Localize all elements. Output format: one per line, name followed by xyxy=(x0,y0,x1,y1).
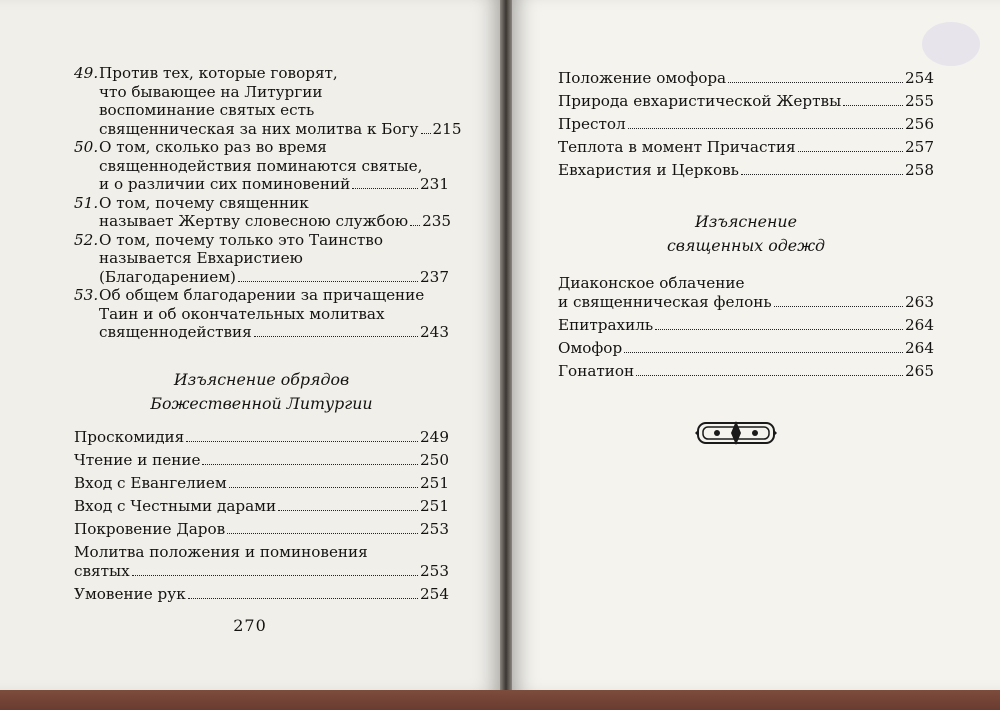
leader-dots xyxy=(188,598,418,599)
entry-text xyxy=(74,193,452,231)
toc-item[interactable] xyxy=(558,136,934,159)
entry-line: Об общем благодарении за причащение xyxy=(99,286,425,304)
right-page xyxy=(512,0,1000,690)
toc-entry[interactable] xyxy=(74,193,452,231)
entry-page: 231 xyxy=(420,175,449,193)
toc-item[interactable] xyxy=(558,314,934,337)
entry-line: что бывающее на Литургии xyxy=(99,82,323,101)
toc-item[interactable] xyxy=(558,113,934,136)
entry-line: О том, почему только это Таинство xyxy=(99,230,384,249)
entry-text xyxy=(74,138,449,194)
entry-last-line xyxy=(99,323,449,342)
leader-dots xyxy=(798,151,903,152)
entry-text xyxy=(74,64,462,138)
toc-item-page: 254 xyxy=(420,584,449,603)
toc-item-label: Евхаристия и Церковь xyxy=(558,161,739,179)
entry-line: священническая за них молитва к Богу xyxy=(99,119,419,138)
leader-dots xyxy=(229,487,418,488)
leader-dots xyxy=(421,133,431,134)
toc-item-label: Диаконское облачение xyxy=(558,274,745,292)
entry-line: и о различии сих поминовений xyxy=(99,175,351,193)
entry-line: священнодействия xyxy=(99,323,252,341)
toc-item[interactable] xyxy=(558,291,934,314)
toc-item[interactable] xyxy=(558,90,934,113)
leader-dots xyxy=(636,375,903,376)
toc-item[interactable] xyxy=(558,67,934,90)
leader-dots xyxy=(132,575,418,576)
book-edge xyxy=(0,690,1000,710)
leader-dots xyxy=(728,82,903,83)
toc-item-label: Теплота в момент Причастия xyxy=(558,138,796,156)
heading-line: Изъяснение xyxy=(695,212,797,231)
entry-page: 237 xyxy=(420,267,449,286)
toc-item-label: Проскомидия xyxy=(74,427,185,446)
toc-item-page: 263 xyxy=(905,293,934,311)
toc-item-page: 265 xyxy=(905,362,934,380)
toc-item-label: святых xyxy=(74,561,130,580)
entry-last-line xyxy=(99,212,452,231)
entry-page: 215 xyxy=(432,119,462,138)
entry-line: (Благодарением) xyxy=(99,267,236,286)
toc-item-label: Природа евхаристической Жертвы xyxy=(558,92,842,110)
toc-item-page: 253 xyxy=(420,519,449,538)
toc-entry[interactable] xyxy=(74,138,449,194)
toc-item[interactable] xyxy=(74,495,449,518)
heading-line: Божественной Литургии xyxy=(150,393,373,413)
leader-dots xyxy=(655,329,903,330)
toc-item[interactable] xyxy=(74,449,449,472)
toc-entry[interactable] xyxy=(74,231,449,287)
entry-last-line xyxy=(99,119,462,139)
leader-dots xyxy=(352,188,418,189)
entry-last-line xyxy=(99,268,449,287)
leader-dots xyxy=(254,336,418,337)
toc-item-page: 251 xyxy=(420,473,449,492)
entry-text xyxy=(74,231,449,287)
leader-dots xyxy=(202,464,418,465)
toc-item-label: Вход с Евангелием xyxy=(74,473,227,492)
toc-item-label: Молитва положения и поминовения xyxy=(74,542,368,561)
toc-item-label: Умовение рук xyxy=(74,584,186,603)
toc-entry[interactable] xyxy=(74,64,462,138)
left-page xyxy=(0,0,500,690)
leader-dots xyxy=(186,441,418,442)
entry-line: Таин и об окончательных молитвах xyxy=(99,304,385,323)
entry-line: О том, почему священник xyxy=(99,193,309,212)
toc-item-label: Престол xyxy=(558,115,626,133)
leader-dots xyxy=(227,533,418,534)
toc-item[interactable] xyxy=(558,360,934,383)
toc-item-page: 257 xyxy=(905,138,934,156)
toc-item-label: Омофор xyxy=(558,339,623,357)
entry-line: называется Евхаристиею xyxy=(99,249,303,267)
section-heading-rites xyxy=(74,368,449,416)
entry-line: воспоминание святых есть xyxy=(99,101,315,119)
entry-line: Против тех, которые говорят, xyxy=(99,64,338,82)
entry-line: священнодействия поминаются святые, xyxy=(99,156,423,175)
leader-dots xyxy=(238,281,418,282)
page-number: 270 xyxy=(233,616,267,635)
entry-page: 243 xyxy=(420,323,449,341)
toc-item-page: 253 xyxy=(420,561,449,580)
toc-item-label: Гонатион xyxy=(558,362,635,380)
leader-dots xyxy=(628,128,903,129)
entry-number: 50. xyxy=(74,138,99,156)
entry-number: 52. xyxy=(74,230,99,249)
entry-number: 53. xyxy=(74,286,99,304)
entry-line: О том, сколько раз во время xyxy=(99,138,327,156)
toc-item-label: Покровение Даров xyxy=(74,519,226,538)
toc-item-page: 256 xyxy=(905,115,934,133)
toc-item-label: Епитрахиль xyxy=(558,316,654,334)
toc-item-label: и священническая фелонь xyxy=(558,293,772,311)
section-heading-vestments xyxy=(558,210,934,258)
toc-item-label: Положение омофора xyxy=(558,69,727,87)
entry-number: 49. xyxy=(74,64,99,82)
entry-last-line xyxy=(99,175,449,194)
toc-item[interactable] xyxy=(558,337,934,360)
entry-number: 51. xyxy=(74,193,99,212)
leader-dots xyxy=(843,105,903,106)
right-toc xyxy=(558,67,934,383)
heading-line: священных одежд xyxy=(666,236,826,255)
toc-item-page: 249 xyxy=(420,427,449,446)
leader-dots xyxy=(774,306,903,307)
leader-dots xyxy=(410,225,420,226)
leader-dots xyxy=(624,352,903,353)
toc-item-page: 264 xyxy=(905,316,934,334)
toc-item-page: 254 xyxy=(905,69,934,87)
toc-item-page: 251 xyxy=(420,496,449,515)
toc-item[interactable] xyxy=(558,159,934,182)
toc-item[interactable] xyxy=(74,426,449,449)
entry-page: 235 xyxy=(422,212,452,230)
toc-item[interactable] xyxy=(74,583,449,606)
entry-line: называет Жертву словесною службою xyxy=(99,212,409,230)
toc-item-page: 255 xyxy=(905,92,934,110)
book-gutter xyxy=(500,0,512,690)
toc-item-page: 264 xyxy=(905,339,934,357)
heading-line: Изъяснение обрядов xyxy=(173,369,350,389)
toc-item-page: 250 xyxy=(420,450,449,469)
toc-entry[interactable] xyxy=(74,286,449,342)
toc-item[interactable] xyxy=(74,518,449,541)
ornament-icon xyxy=(695,418,777,448)
library-stamp xyxy=(922,22,980,66)
toc-item-page: 258 xyxy=(905,161,934,179)
toc-item[interactable] xyxy=(74,472,449,495)
toc-item-label: Вход с Честными дарами xyxy=(74,496,277,515)
toc-item-label: Чтение и пение xyxy=(74,450,201,469)
leader-dots xyxy=(278,510,418,511)
entry-text xyxy=(74,286,449,342)
leader-dots xyxy=(741,174,903,175)
left-toc xyxy=(74,64,462,606)
